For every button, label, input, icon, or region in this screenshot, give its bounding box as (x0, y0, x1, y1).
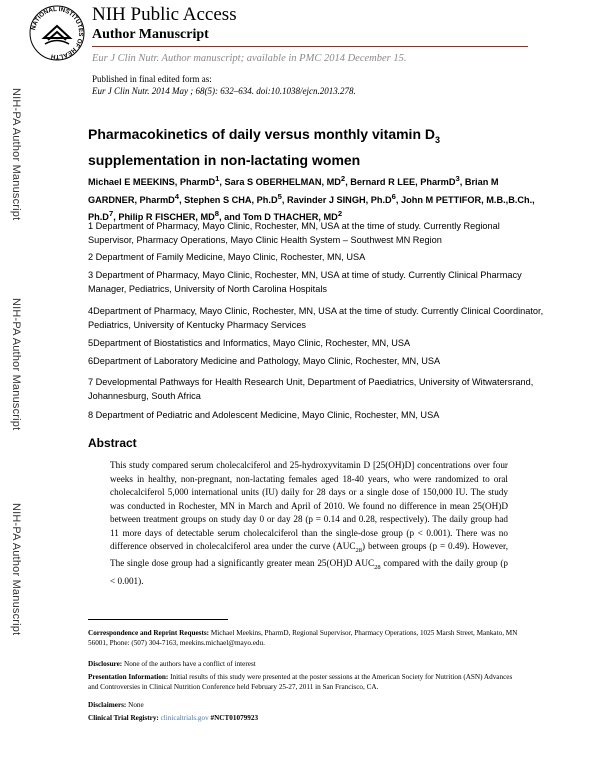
abstract-text: This study compared serum cholecalciferol and 25-hydroxyvitamin D [25(OH)D] concentrations over four weeks in healthy, non-pregnant, non-lactating females aged 18-40 years, who were randomized to oral cholecalciferol 5,000 international units (IU) daily for 28 days or a single dose of 150,000 IU. The study was conducted in Rochester, MN in March and April of 2010. We found no difference in mean 25(OH)D between treatment groups on study day 0 or day 28 (p = 0.14 and 0.28, respectively). The daily group had 11 more days of detectable serum cholecalciferol than the single-dose group (p < 0.001). There was no difference observed in cholecalciferol area under the curve $(AUC_{28})$ between groups (p = 0.49). However, The single dose group had a significantly greater mean 25(OH)D $AUC_{28}$ compared with the daily group (p < 0.001). (110, 460, 508, 586)
footnote-trial-registry: Clinical Trial Registry: clinicaltrials.gov #NCT01079923 (88, 714, 259, 722)
affiliation-5: 5Department of Biostatistics and Informatics, Mayo Clinic, Rochester, MN, USA (88, 338, 411, 348)
footnote-presentation: Presentation Information: Initial results of this study were presented at the poster sessions at the American Society for Nutrition (ASN) Advances and Controversies in Clinical Nutrition Conference held February 25-27, 2011 in San Francisco, CA. (88, 673, 513, 691)
side-watermark-top: NIH-PA Author Manuscript (10, 88, 22, 221)
author: Ravinder J SINGH, $Ph.D^6$, (286, 191, 402, 205)
author-manuscript-label: Author Manuscript (92, 27, 528, 47)
author: Brian M GARDNER, PharmD$^4$, (88, 177, 499, 205)
clinicaltrials-link[interactable]: clinicaltrials.gov (160, 714, 209, 722)
affiliation-8: 8 Department of Pediatric and Adolescent Medicine, Mayo Clinic, Rochester, MN, USA (88, 410, 440, 420)
journal-availability-line: Eur J Clin Nutr. Author manuscript; available in PMC 2014 December 15. (92, 53, 407, 64)
author-list (88, 172, 548, 225)
article-title: Pharmacokinetics of daily versus monthly vitamin $D_3$ supplementation in non-lactating women (88, 126, 441, 168)
nih-public-access-title: NIH Public Access (92, 4, 237, 25)
footnote-disclosure: Disclosure: None of the authors have a conflict of interest (88, 660, 256, 668)
affiliation-7: 7 Developmental Pathways for Health Research Unit, Department of Paediatrics, University of Witwatersrand, Johannesburg, South Africa (88, 377, 534, 401)
citation-line: Eur J Clin Nutr. 2014 May ; 68(5): 632–634. doi:10.1038/ejcn.2013.278. (92, 86, 356, 96)
author: Philip R FISCHER, $MD^8$, and (118, 209, 244, 223)
footnote-divider (88, 619, 228, 620)
nih-logo (28, 4, 86, 62)
affiliation-3: 3 Department of Pharmacy, Mayo Clinic, Rochester, MN, USA at time of study. Currently Clinical Pharmacy Manager, Pediatrics, University of North Carolina Hospitals (88, 270, 522, 294)
side-watermark-bottom: NIH-PA Author Manuscript (10, 503, 22, 636)
affiliation-4: 4Department of Pharmacy, Mayo Clinic, Rochester, MN, USA at the time of study. Currently Clinical Coordinator, Pediatrics, University of Kentucky Pharmacy Services (88, 306, 544, 330)
author: Bernard R LEE, PharmD$^3$, (350, 174, 465, 188)
footnote-correspondence: Correspondence and Reprint Requests: Michael Meekins, PharmD, Regional Supervisor, Pharmacy Operations, 1025 Marsh Street, Mankato, MN 56001, Phone: (507) 304-7163, meekins.michael@mayo.edu. (88, 629, 518, 647)
author: Michael E MEEKINS, PharmD$^1$, (88, 174, 225, 188)
author: Tom D THACHER, $MD^2$ (243, 209, 343, 223)
affiliation-2: 2 Department of Family Medicine, Mayo Clinic, Rochester, MN, USA (88, 252, 366, 262)
affiliation-6: 6Department of Laboratory Medicine and Pathology, Mayo Clinic, Rochester, MN, USA (88, 356, 441, 366)
affiliation-1: 1 Department of Pharmacy, Mayo Clinic, Rochester, MN, USA at the time of study. Currently Regional Supervisor, Pharmacy Operations, Mayo Clinic Health System – Southwest MN Region (88, 221, 500, 245)
author: Stephen S CHA, $Ph.D^5$, (184, 191, 287, 205)
published-label: Published in final edited form as: (92, 74, 212, 84)
author: John M PETTIFOR, M.B.,B.Ch., $Ph.D^7$, (88, 194, 535, 223)
logo-text: NATIONAL INSTITUTES OF HEALTH (30, 5, 85, 61)
abstract-heading: Abstract (88, 436, 137, 450)
side-watermark-middle: NIH-PA Author Manuscript (10, 298, 22, 431)
footnote-disclaimers: Disclaimers: None (88, 701, 144, 709)
author: Sara S OBERHELMAN, $MD^2$, (224, 174, 351, 188)
